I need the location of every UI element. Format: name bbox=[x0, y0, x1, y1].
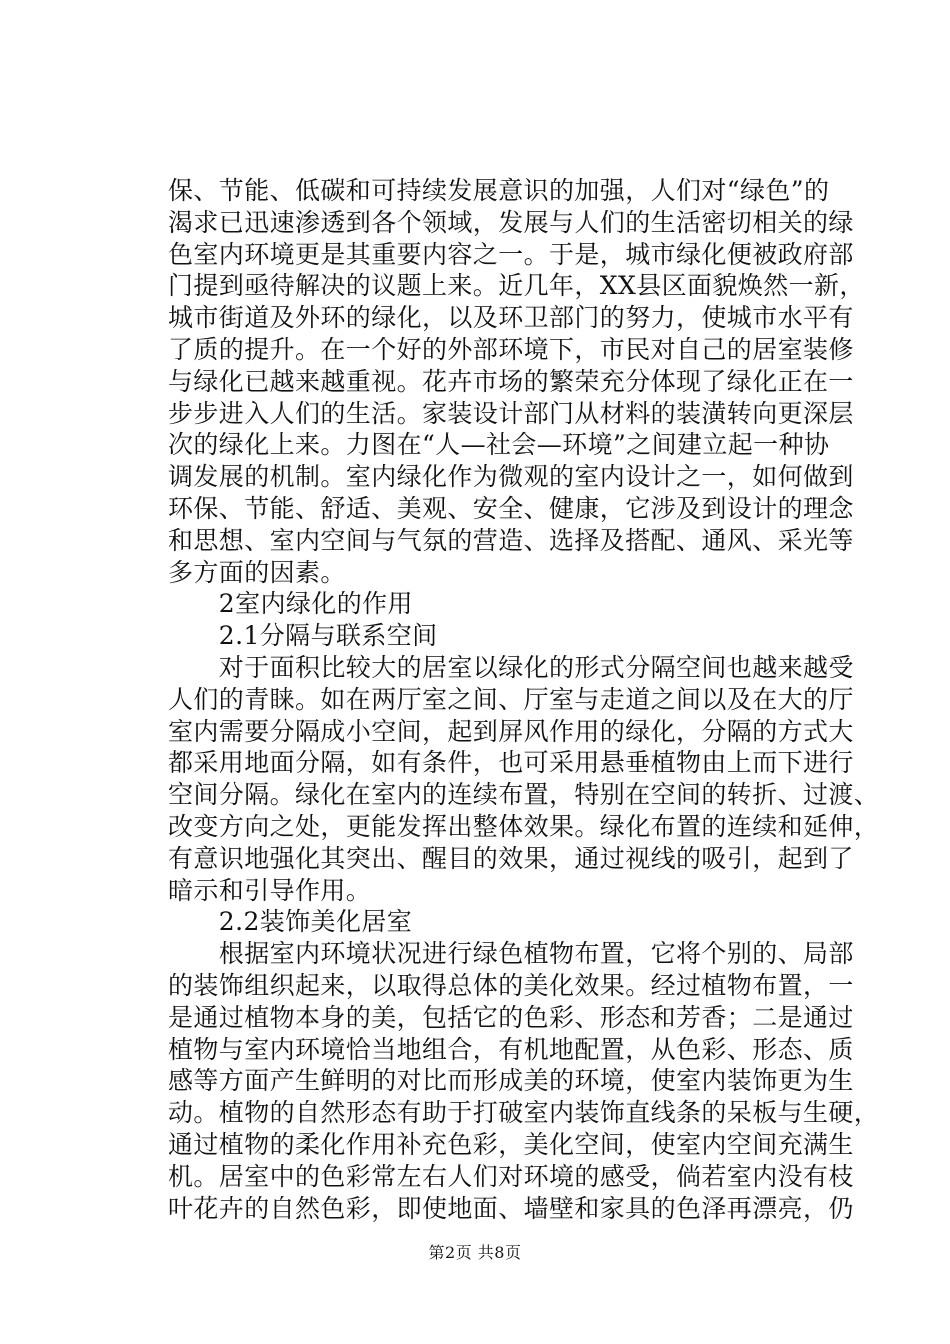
text-line: 门提到亟待解决的议题上来。近几年，XX县区面貌焕然一新， bbox=[168, 271, 865, 301]
text-line: 环保、节能、舒适、美观、安全、健康，它涉及到设计的理念 bbox=[168, 493, 854, 523]
text-line: 都采用地面分隔，如有条件，也可采用悬垂植物由上而下进行 bbox=[168, 748, 854, 778]
body-text bbox=[168, 175, 880, 1224]
text-line: 多方面的因素。 bbox=[168, 557, 346, 587]
text-line: 空间分隔。绿化在室内的连续布置，特别在空间的转折、过渡、 bbox=[168, 780, 880, 810]
text-line: 渴求已迅速渗透到各个领域，发展与人们的生活密切相关的绿 bbox=[168, 207, 854, 237]
text-line: 了质的提升。在一个好的外部环境下，市民对自己的居室装修 bbox=[168, 334, 854, 364]
text-line: 和思想、室内空间与气氛的营造、选择及搭配、通风、采光等 bbox=[168, 525, 854, 555]
text-line: 暗示和引导作用。 bbox=[168, 875, 372, 905]
text-line: 人们的青睐。如在两厅室之间、厅室与走道之间以及在大的厅 bbox=[168, 684, 854, 714]
text-line: 植物与室内环境恰当地组合，有机地配置，从色彩、形态、质 bbox=[168, 1034, 854, 1064]
text-line: 城市街道及外环的绿化，以及环卫部门的努力，使城市水平有 bbox=[168, 303, 854, 333]
text-line: 叶花卉的自然色彩，即使地面、墙壁和家具的色泽再漂亮，仍 bbox=[168, 1193, 854, 1223]
text-line: 步步进入人们的生活。家装设计部门从材料的装潢转向更深层 bbox=[168, 398, 854, 428]
text-line: 机。居室中的色彩常左右人们对环境的感受，倘若室内没有枝 bbox=[168, 1161, 854, 1191]
section-heading: 2室内绿化的作用 bbox=[168, 589, 413, 619]
text-line: 有意识地强化其突出、醒目的效果，通过视线的吸引，起到了 bbox=[168, 843, 854, 873]
text-line: 是通过植物本身的美，包括它的色彩、形态和芳香；二是通过 bbox=[168, 1002, 854, 1032]
text-line: 次的绿化上来。力图在“人—社会—环境”之间建立起一种协 bbox=[168, 430, 830, 460]
text-line: 色室内环境更是其重要内容之一。于是，城市绿化便被政府部 bbox=[168, 239, 854, 269]
text-line: 与绿化已越来越重视。花卉市场的繁荣充分体现了绿化正在一 bbox=[168, 366, 854, 396]
text-line: 动。植物的自然形态有助于打破室内装饰直线条的呆板与生硬， bbox=[168, 1098, 880, 1128]
paragraph-start-line: 对于面积比较大的居室以绿化的形式分隔空间也越来越受 bbox=[168, 652, 854, 682]
subsection-heading: 2.2装饰美化居室 bbox=[168, 907, 413, 937]
text-line: 调发展的机制。室内绿化作为微观的室内设计之一，如何做到 bbox=[168, 462, 854, 492]
text-line: 保、节能、低碳和可持续发展意识的加强，人们对“绿色”的 bbox=[168, 176, 830, 205]
text-line: 室内需要分隔成小空间，起到屏风作用的绿化，分隔的方式大 bbox=[168, 716, 854, 746]
page-number-footer: 第2页 共8页 bbox=[428, 1243, 522, 1262]
subsection-heading: 2.1分隔与联系空间 bbox=[168, 621, 438, 651]
text-line: 通过植物的柔化作用补充色彩，美化空间，使室内空间充满生 bbox=[168, 1129, 854, 1159]
text-line: 的装饰组织起来，以取得总体的美化效果。经过植物布置，一 bbox=[168, 970, 854, 1000]
text-line: 改变方向之处，更能发挥出整体效果。绿化布置的连续和延伸， bbox=[168, 811, 880, 841]
text-line: 感等方面产生鲜明的对比而形成美的环境，使室内装饰更为生 bbox=[168, 1066, 854, 1096]
paragraph-start-line: 根据室内环境状况进行绿色植物布置，它将个别的、局部 bbox=[168, 939, 854, 969]
